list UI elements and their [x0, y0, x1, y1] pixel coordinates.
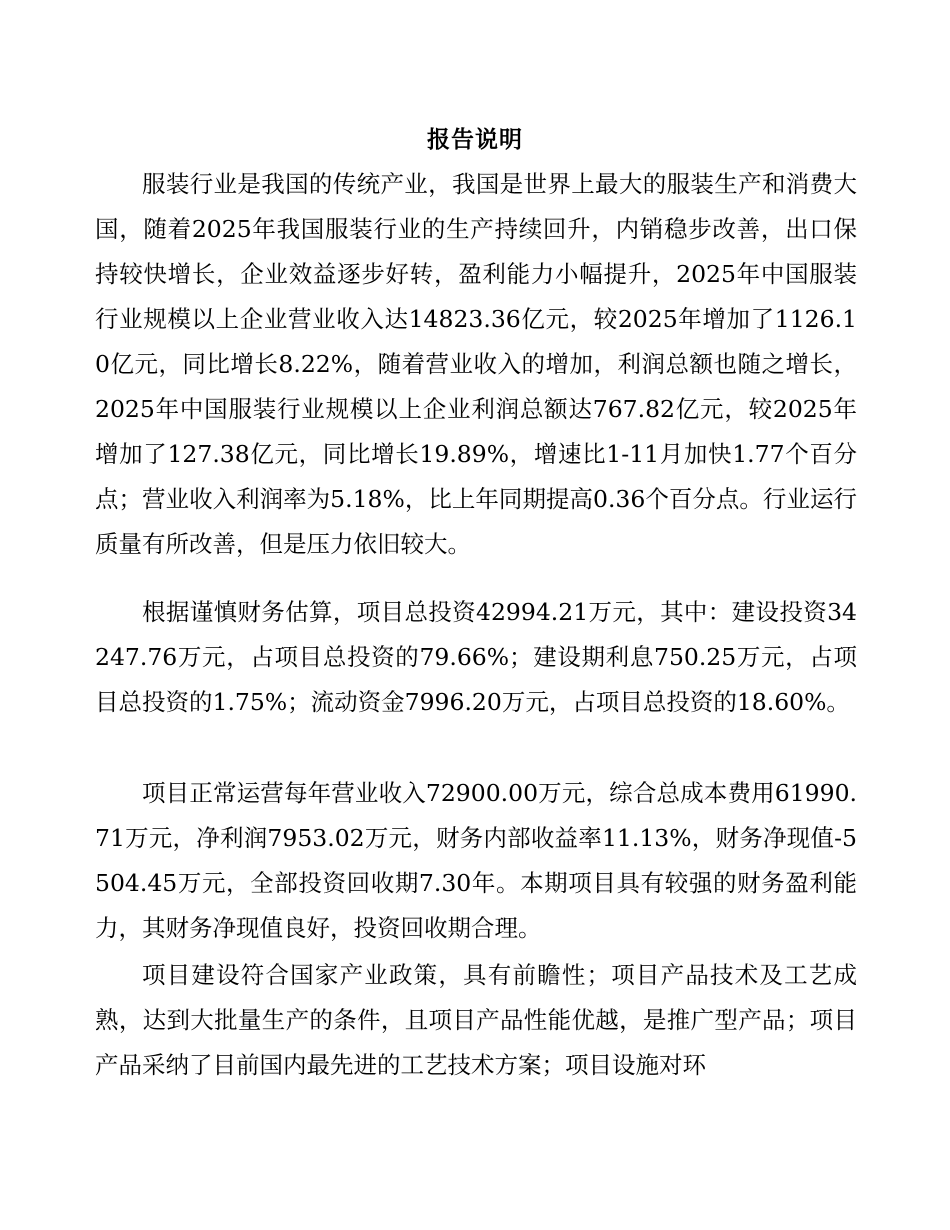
paragraph-industry-overview: 服装行业是我国的传统产业，我国是世界上最大的服装生产和消费大国，随着2025年我国服装行业的生产持续回升，内销稳步改善，出口保持较快增长，企业效益逐步好转，盈利能力小幅提升，2025年中国服装行业规模以上企业营业收入达14823.36亿元，较2025年增加了1126.10亿元，同比增长8.22%，随着营业收入的增加，利润总额也随之增长，2025年中国服装行业规模以上企业利润总额达767.82亿元，较2025年增加了127.38亿元，同比增长19.89%，增速比1-11月加快1.77个百分点；营业收入利润率为5.18%，比上年同期提高0.36个百分点。行业运行质量有所改善，但是压力依旧较大。	[95, 170, 857, 558]
document-title: 报告说明	[427, 126, 523, 153]
paragraph-investment-estimate: 根据谨慎财务估算，项目总投资42994.21万元，其中：建设投资34247.76万元，占项目总投资的79.66%；建设期利息750.25万元，占项目总投资的1.75%；流动资金7996.20万元，占项目总投资的18.60%。	[95, 598, 857, 716]
paragraph-project-feasibility: 项目建设符合国家产业政策，具有前瞻性；项目产品技术及工艺成熟，达到大批量生产的条件，且项目产品性能优越，是推广型产品；项目产品采纳了目前国内最先进的工艺技术方案；项目设施对环	[95, 961, 857, 1079]
paragraph-financial-returns: 项目正常运营每年营业收入72900.00万元，综合总成本费用61990.71万元，净利润7953.02万元，财务内部收益率11.13%，财务净现值-5504.45万元，全部投资回收期7.30年。本期项目具有较强的财务盈利能力，其财务净现值良好，投资回收期合理。	[95, 779, 857, 942]
